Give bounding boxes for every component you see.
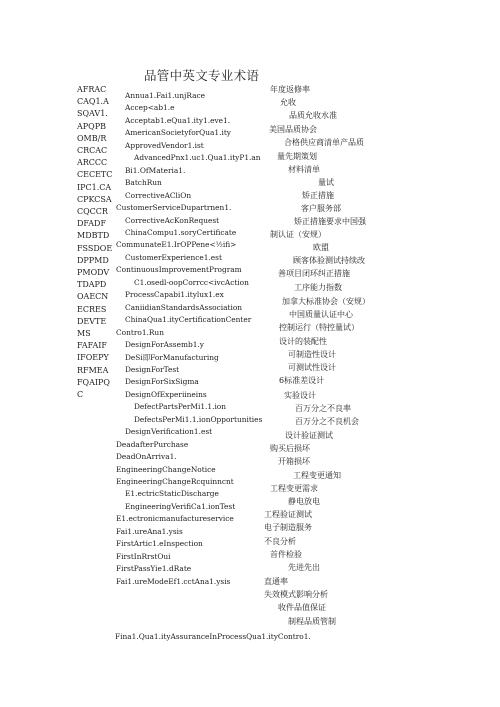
- chinese-term: 年度返修率: [270, 85, 310, 94]
- chinese-term: 直通率: [264, 577, 288, 586]
- chinese-term: 先进先出: [288, 563, 320, 572]
- chinese-term: 合格供应商清单产品质: [284, 138, 364, 147]
- english-term: AdvancedPnx1.uc1.Qua1.ityP1.an: [134, 153, 261, 163]
- abbreviation-item: SQAV1.: [77, 109, 108, 119]
- chinese-term: 6标准差设计: [279, 376, 325, 385]
- english-term: CaniidianStandardsAssociation: [125, 302, 243, 312]
- english-term: DesignForTest: [125, 364, 180, 374]
- chinese-term: 矫正措施: [302, 191, 334, 200]
- english-term: DesignForSixSigma: [125, 377, 199, 387]
- english-term: DefectPartsPerMi1.1.ion: [134, 402, 227, 412]
- chinese-term: 收件品值保证: [278, 603, 326, 612]
- abbreviation-item: FAFAIF: [77, 341, 107, 351]
- abbreviation-item: TDAPD: [77, 280, 107, 290]
- chinese-term: 实验设计: [284, 391, 316, 400]
- english-term: Fai1.ureAna1.ysis: [116, 526, 183, 536]
- english-term: ChinaCompu1.soryCertificate: [125, 227, 237, 237]
- english-term: FirstPassYie1.dRate: [116, 564, 192, 574]
- abbreviation-item: CPKCSA: [77, 194, 112, 204]
- chinese-term: 失效模式影响分析: [264, 590, 328, 599]
- chinese-term: 善项目闭环纠正措施: [278, 269, 350, 278]
- chinese-term: 首件检验: [270, 550, 302, 559]
- chinese-term: 电子制造服务: [264, 523, 312, 532]
- chinese-term: 可测试性设计: [288, 363, 336, 372]
- english-term: CustomerExperience1.est: [125, 252, 222, 262]
- english-term: DesignOfExperiineins: [125, 389, 207, 399]
- abbreviation-item: ARCCC: [77, 158, 108, 168]
- abbreviation-item: DPPMD: [77, 255, 109, 265]
- abbreviation-item: CAQ1.A: [77, 97, 109, 107]
- english-term: ApprovedVendor1.ist: [125, 140, 204, 150]
- abbreviation-item: MS: [77, 329, 91, 339]
- english-term: E1.ectronicmanufactureservice: [116, 514, 234, 524]
- abbreviation-item: APQPB: [77, 121, 106, 131]
- chinese-term: 美国品质协会: [269, 125, 317, 134]
- abbreviation-item: IPC1.CA: [77, 182, 112, 192]
- chinese-term: 材料清单: [288, 165, 320, 174]
- abbreviation-item: CRCAC: [77, 146, 108, 156]
- chinese-term: 工程变更通知: [293, 471, 341, 480]
- english-term: Accep<ab1.e: [125, 103, 175, 113]
- chinese-term: 允收: [280, 98, 296, 107]
- english-term: Annua1.Fai1.unjRace: [125, 91, 205, 100]
- english-term: ProcessCapabi1.itylux1.ex: [125, 290, 224, 300]
- english-term: Contro1.Run: [116, 327, 164, 337]
- abbreviation-item: ECRES: [77, 304, 107, 314]
- chinese-term: 加拿大标准协会（安规）: [282, 297, 370, 306]
- chinese-term: 客户服务部: [301, 204, 341, 213]
- abbreviation-item: OAECN: [77, 292, 109, 302]
- english-term: ChinaQua1.ityCertificationCenter: [125, 315, 252, 325]
- english-term: DeadafterPurchase: [116, 439, 189, 449]
- english-term: BatchRun: [125, 178, 162, 188]
- abbreviation-item: DFADF: [77, 219, 107, 229]
- abbreviation-item: RFMEA: [77, 365, 109, 375]
- english-term: EngineeringChangeNotice: [116, 464, 216, 474]
- abbreviation-item: AFRAC: [77, 85, 107, 94]
- chinese-term: 开箱损坏: [278, 457, 310, 466]
- english-term: CorrectiveACliOn: [125, 190, 192, 200]
- english-term: C1.osedl-oopCorrcc<ivcAction: [134, 277, 249, 287]
- english-term: AmericanSocietyforQua1.ity: [125, 128, 231, 138]
- chinese-term: 欧盟: [313, 243, 329, 252]
- english-term: FirstArtic1.eInspection: [116, 539, 203, 549]
- chinese-term: 控制运行（特控量试）: [279, 323, 359, 332]
- english-term: DefectsPerMi1.1.ionOpportunities: [134, 414, 263, 424]
- chinese-term: 可制造性设计: [288, 350, 336, 359]
- english-term: Fai1.ureModeEf1.cctAna1.ysis: [116, 576, 231, 586]
- english-term: CommunateE1.IrOPPene<½ifi>: [116, 240, 237, 250]
- chinese-term: 矫正措施要求中国强: [294, 217, 366, 226]
- abbreviation-item: PMODV: [77, 268, 110, 278]
- footer-terms-line: Fina1.Qua1.ityAssuranceInProcessQua1.ityContro1.: [115, 632, 311, 641]
- english-term: CorrectiveAcKonRequest: [125, 215, 220, 225]
- chinese-term: 顾客体验测试持续改: [293, 256, 365, 265]
- chinese-term: 不良分析: [264, 537, 296, 546]
- chinese-term: 静电放电: [288, 497, 320, 506]
- chinese-term: 品质允收水准: [289, 111, 337, 120]
- abbreviation-item: OMB/R: [77, 133, 107, 143]
- abbreviation-item: CECETC: [77, 170, 113, 180]
- chinese-term: 工程验证测试: [264, 510, 312, 519]
- chinese-term: 工程变更需求: [270, 484, 318, 493]
- english-term: Bi1.OfMateria1.: [125, 165, 186, 175]
- chinese-term: 制认证（安规）: [270, 230, 326, 239]
- chinese-term: 设计的装配性: [279, 337, 327, 346]
- chinese-term: 购买后损坏: [270, 444, 310, 453]
- chinese-term: 量先期策划: [277, 152, 317, 161]
- chinese-term: 中国质量认证中心: [289, 310, 353, 319]
- chinese-term: 量试: [318, 178, 334, 187]
- abbreviation-item: FQAIPQ: [77, 377, 110, 387]
- english-term: DesignVerification1.est: [125, 427, 213, 437]
- english-term: ContinuousImprovementProgram: [116, 265, 242, 275]
- abbreviation-item: C: [77, 390, 84, 400]
- chinese-term: 工序能力指数: [294, 283, 342, 292]
- abbreviation-item: MDBTD: [77, 231, 110, 241]
- chinese-term: 百万分之不良率: [295, 404, 351, 413]
- english-term: Acceptab1.eQua1.ity1.eve1.: [125, 115, 231, 125]
- abbreviation-item: FSSDOE: [77, 243, 113, 253]
- chinese-term: 设计验证测试: [285, 431, 333, 440]
- english-term: E1.ectricStaticDischarge: [125, 489, 219, 499]
- english-term: DesignForAssemb1.y: [125, 340, 204, 349]
- english-term: DeadOnArriva1.: [116, 452, 177, 462]
- chinese-term: 制程品质管制: [288, 617, 336, 626]
- abbreviation-item: IFOEPY: [77, 353, 109, 363]
- english-term: FirstInRrstOui: [116, 551, 171, 561]
- english-term: EngineeringVerifiCa1.ionTest: [125, 501, 236, 511]
- abbreviation-item: DEVTE: [77, 316, 107, 326]
- abbreviation-item: CQCCR: [77, 207, 108, 217]
- english-term: EngineeringChangeRcquinncnt: [116, 476, 234, 486]
- page-title: 品管中英文专业术语: [144, 68, 260, 83]
- chinese-term: 百万分之不良机会: [295, 417, 359, 426]
- english-term: CustomerServiceDupartrnen1.: [116, 203, 232, 213]
- english-term: DeSi即ForManufacturing: [125, 353, 219, 363]
- abbreviation-column: [77, 84, 112, 401]
